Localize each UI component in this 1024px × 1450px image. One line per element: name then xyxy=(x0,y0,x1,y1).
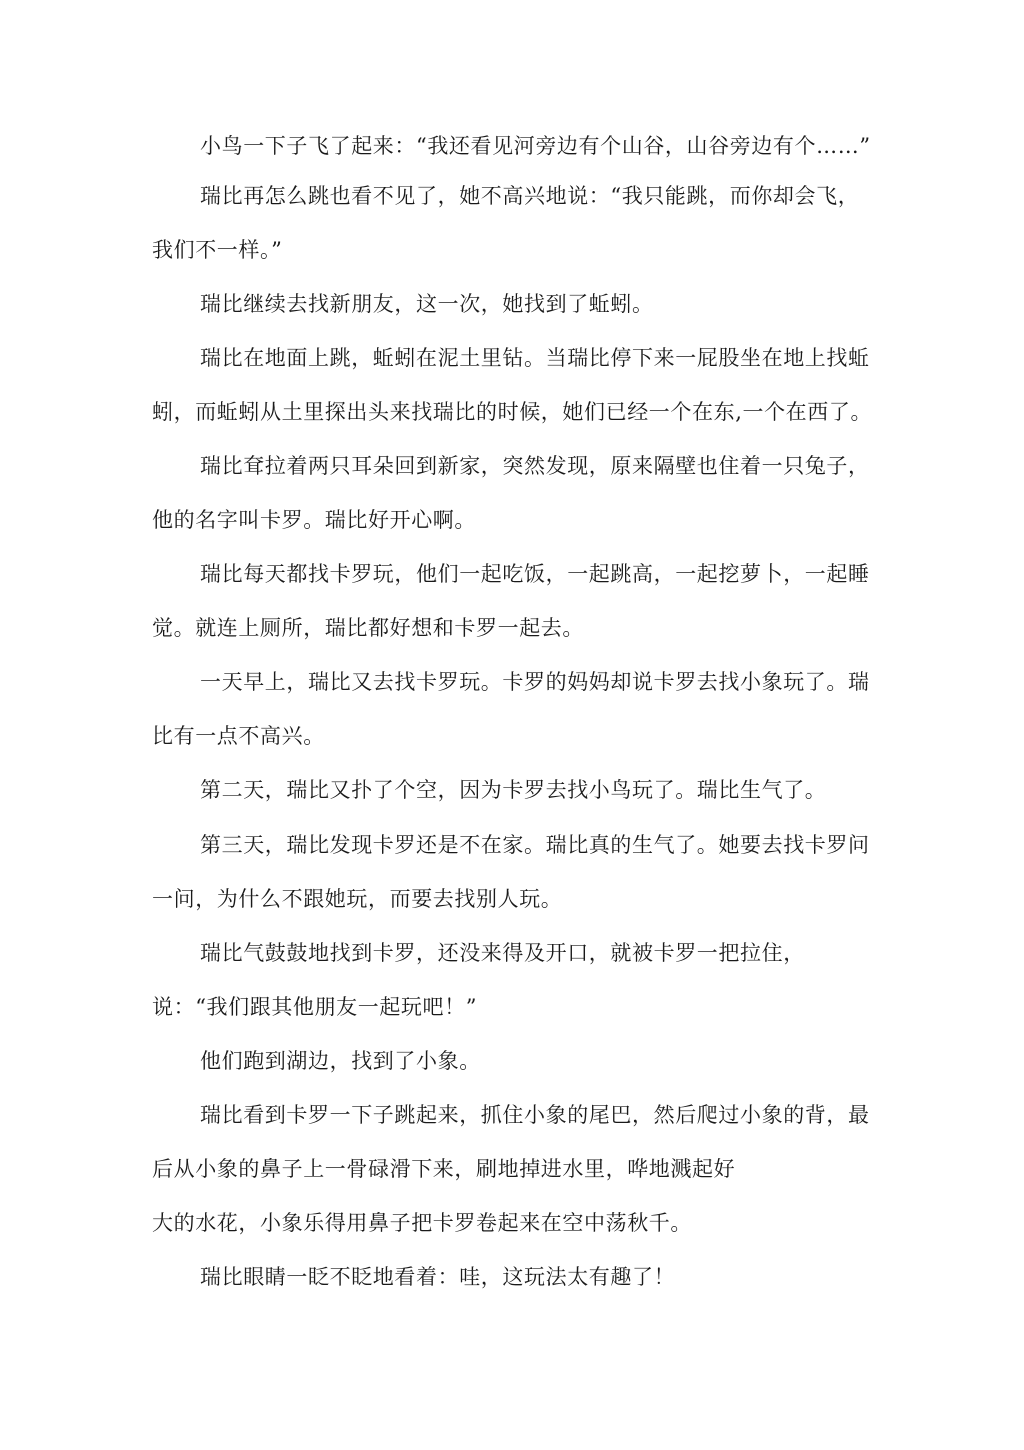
text-line: 蚓，而蚯蚓从土里探出头来找瑞比的时候，她们已经一个在东,一个在西了。 xyxy=(152,400,873,424)
text-line: 瑞比眼睛一眨不眨地看着：哇，这玩法太有趣了！ xyxy=(200,1265,676,1289)
text-line: 后从小象的鼻子上一骨碌滑下来，刷地掉进水里，哗地溅起好 xyxy=(152,1157,736,1181)
text-line: 瑞比耷拉着两只耳朵回到新家，突然发现，原来隔壁也住着一只兔子， xyxy=(200,454,870,478)
text-line: 说：“我们跟其他朋友一起玩吧！” xyxy=(152,995,478,1019)
text-line: 瑞比再怎么跳也看不见了，她不高兴地说：“我只能跳，而你却会飞， xyxy=(200,184,860,208)
text-line: 觉。就连上厕所，瑞比都好想和卡罗一起去。 xyxy=(152,616,584,640)
text-line: 瑞比每天都找卡罗玩，他们一起吃饭，一起跳高，一起挖萝卜，一起睡 xyxy=(200,562,870,586)
text-line: 他的名字叫卡罗。瑞比好开心啊。 xyxy=(152,508,476,532)
text-line: 瑞比气鼓鼓地找到卡罗，还没来得及开口，就被卡罗一把拉住， xyxy=(200,941,805,965)
text-line: 一天早上，瑞比又去找卡罗玩。卡罗的妈妈却说卡罗去找小象玩了。瑞 xyxy=(200,670,870,694)
text-line: 瑞比在地面上跳，蚯蚓在泥土里钻。当瑞比停下来一屁股坐在地上找蚯 xyxy=(200,346,870,370)
text-line: 大的水花，小象乐得用鼻子把卡罗卷起来在空中荡秋千。 xyxy=(152,1211,692,1235)
text-line: 第二天，瑞比又扑了个空，因为卡罗去找小鸟玩了。瑞比生气了。 xyxy=(200,778,827,802)
text-line: 小鸟一下子飞了起来：“我还看见河旁边有个山谷，山谷旁边有个……” xyxy=(200,134,871,158)
text-line: 瑞比看到卡罗一下子跳起来，抓住小象的尾巴，然后爬过小象的背，最 xyxy=(200,1103,870,1127)
text-line: 第三天，瑞比发现卡罗还是不在家。瑞比真的生气了。她要去找卡罗问 xyxy=(200,833,870,857)
text-line: 一问，为什么不跟她玩，而要去找别人玩。 xyxy=(152,887,563,911)
text-line: 他们跑到湖边，找到了小象。 xyxy=(200,1049,481,1073)
text-line: 瑞比继续去找新朋友，这一次，她找到了蚯蚓。 xyxy=(200,292,654,316)
text-line: 我们不一样。” xyxy=(152,238,283,262)
text-line: 比有一点不高兴。 xyxy=(152,724,325,748)
